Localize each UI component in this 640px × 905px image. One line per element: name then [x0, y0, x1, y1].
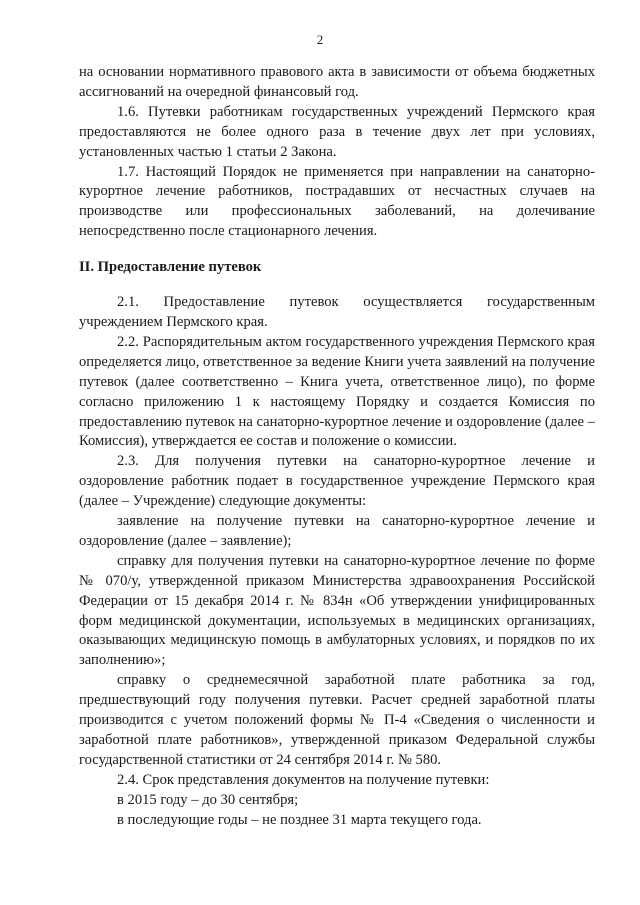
paragraph-2-1: 2.1. Предоставление путевок осуществляется государственным учреждением Пермского края.: [79, 294, 595, 330]
list-item-medical-certificate: справку для получения путевки на санаторно-курортное лечение по форме № 070/у, утвержденной приказом Министерства здравоохранения Российской Федерации от 15 декабря 2014 г. № 834н «Об утверждении унифицированных форм медицинской документации, используемых в медицинских организациях, оказывающих медицинскую помощь в амбулаторных условиях, и порядков по их заполнению»;: [79, 552, 595, 669]
paragraph-2-2: 2.2. Распорядительным актом государственного учреждения Пермского края определяется лицо, ответственное за ведение Книги учета заявлений на получение путевок (далее соответственно – Книга учета, ответственное лицо), по форме согласно приложению 1 к настоящему Порядку и создается Комиссия по предоставлению путевок на санаторно-курортное лечение и оздоровление (далее – Комиссия), утверждается ее состав и положение о комиссии.: [79, 333, 595, 450]
paragraph-2-4: 2.4. Срок представления документов на получение путевки:: [117, 771, 490, 788]
document-body: [79, 63, 595, 831]
page-number: 2: [316, 32, 324, 47]
list-item-2015-deadline: в 2015 году – до 30 сентября;: [117, 791, 299, 808]
paragraph-1-6: 1.6. Путевки работникам государственных учреждений Пермского края предоставляются не более одного раза в течение двух лет при условиях, установленных частью 1 статьи 2 Закона.: [79, 103, 595, 160]
paragraph-2-3: 2.3. Для получения путевки на санаторно-курортное лечение и оздоровление работник подает в государственное учреждение Пермского края (далее – Учреждение) следующие документы:: [79, 453, 595, 510]
list-item-salary-certificate: справку о среднемесячной заработной плате работника за год, предшествующий году получения путевки. Расчет средней заработной платы производится с учетом положений формы № П-4 «Сведения о численности и заработной плате работников», утвержденной приказом Федеральной службы государственной статистики от 24 сентября 2014 г. № 580.: [79, 672, 595, 768]
paragraph-continuation: на основании нормативного правового акта в зависимости от объема бюджетных ассигнований на очередной финансовый год.: [79, 64, 595, 100]
section-heading: II. Предоставление путевок: [79, 259, 262, 276]
list-item-application: заявление на получение путевки на санаторно-курортное лечение и оздоровление (далее – заявление);: [79, 513, 595, 549]
paragraph-1-7: 1.7. Настоящий Порядок не применяется при направлении на санаторно-курортное лечение работников, пострадавших от несчастных случаев на производстве или профессиональных заболеваний, на долечивание непосредственно после стационарного лечения.: [79, 163, 595, 240]
list-item-following-years-deadline: в последующие годы – не позднее 31 марта текущего года.: [117, 811, 482, 828]
